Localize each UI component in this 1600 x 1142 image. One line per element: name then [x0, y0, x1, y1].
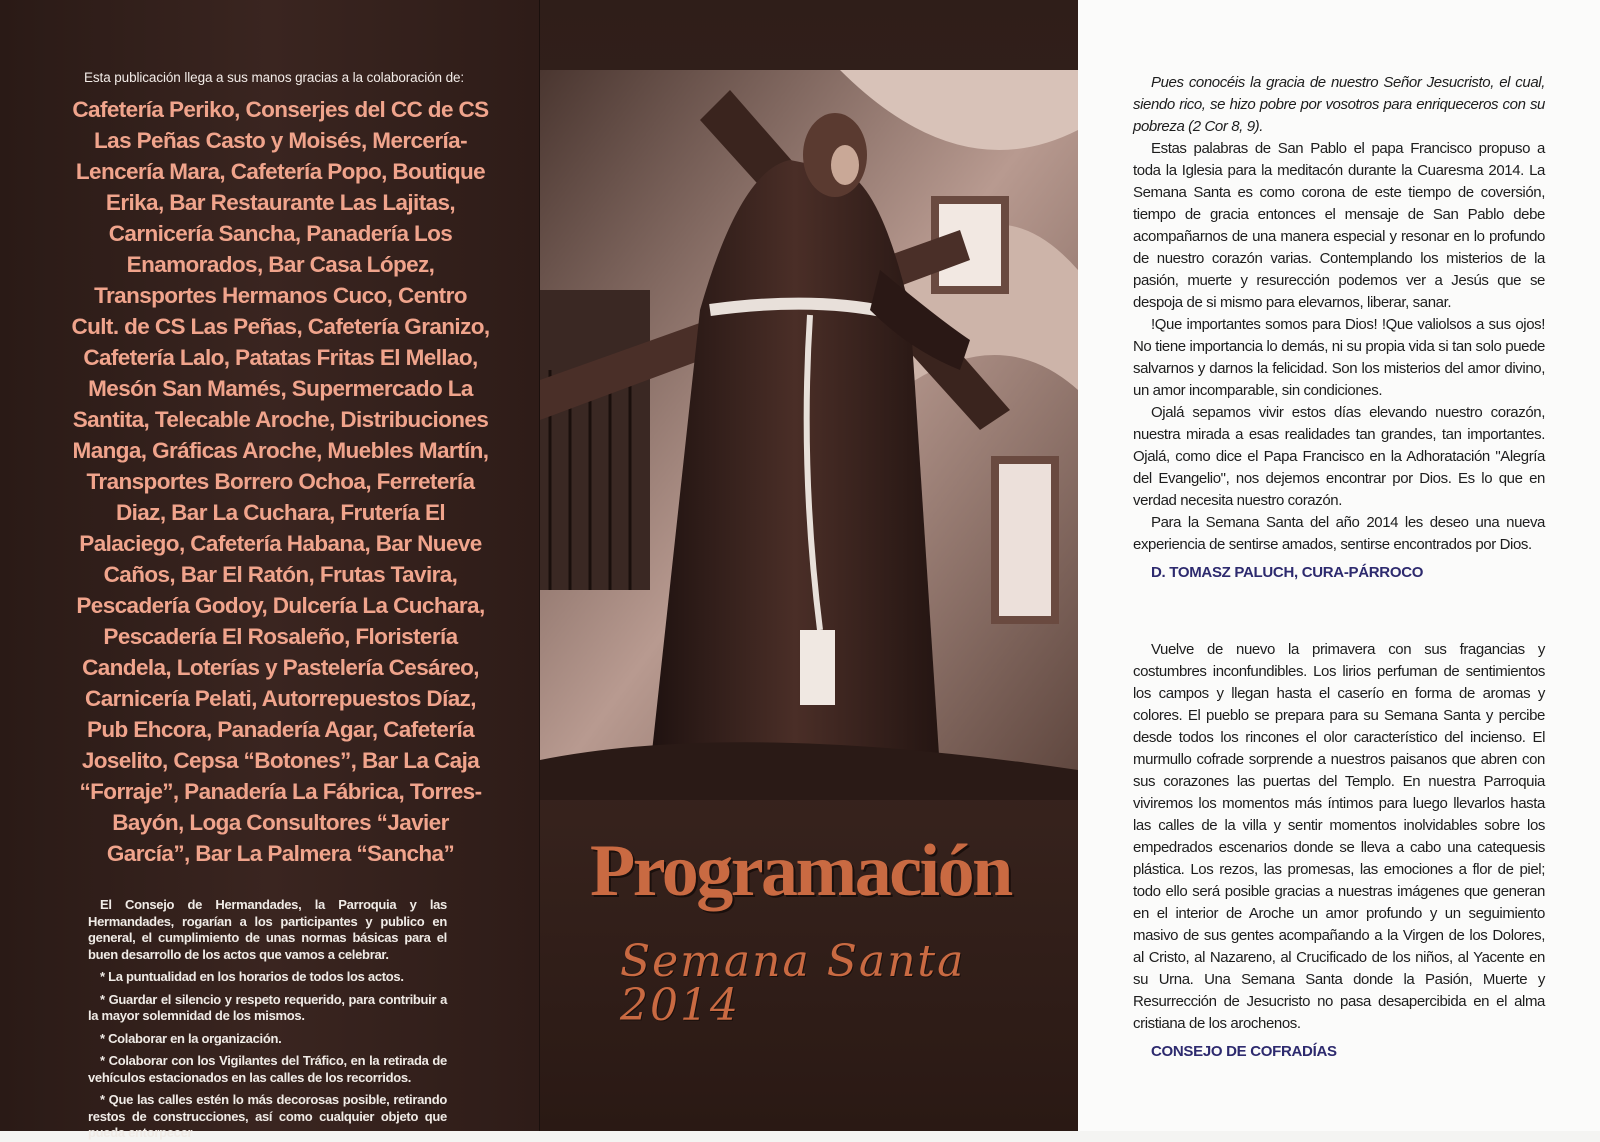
sponsors-intro: Esta publicación llega a sus manos gracias a la colaboración de:: [84, 70, 465, 85]
rules-block: [70, 897, 499, 1142]
nazareno-photo: [540, 70, 1078, 800]
cover-title-area: [540, 820, 1078, 1080]
rule-item: * La puntualidad en los horarios de todos los actos.: [100, 969, 404, 985]
cover-subtitle: Semana Santa 2014: [620, 936, 966, 1031]
rule-item: * Colaborar en la organización.: [100, 1030, 282, 1046]
signature-parroco: D. TOMASZ PALUCH, CURA-PÁRROCO: [1151, 564, 1424, 581]
second-block: [1133, 639, 1545, 1060]
rule-item: * Guardar el silencio y respeto requerido, para contribuir a la mayor solemnidad de los mismos.: [88, 991, 447, 1024]
cover-title: Programación: [590, 830, 1011, 912]
back-cover-panel: [0, 0, 540, 1141]
rule-item: * Colaborar con los Vigilantes del Tráfico, en la retirada de vehículos estacionados en las calles de los recorridos.: [88, 1053, 447, 1085]
paragraph: Para la Semana Santa del año 2014 les deseo una nueva experiencia de sentirse amados, sentirse encontrados por Dios.: [1133, 514, 1545, 553]
paragraph: !Que importantes somos para Dios! !Que valiolsos a sus ojos! No tiene importancia lo demás, ni su propia vida si tan solo puede salvarnos y darnos la felicidad. Son los misterios del amor divino, un amor incomparable, sin condiciones.: [1133, 316, 1545, 399]
signature-consejo: CONSEJO DE COFRADÍAS: [1151, 1043, 1337, 1060]
inside-panel: [1078, 0, 1600, 1131]
front-cover-panel: [540, 0, 1078, 1131]
paragraph: Ojalá sepamos vivir estos días elevando nuestro corazón, nuestra mirada a esas realidades tan grandes, tan importantes. Ojalá, como dice el Papa Francisco en la Adhoratación "Alegría del Evangelio", nos dejemos encontrar por Dios. Es lo que en verdad necesita nuestro corazón.: [1133, 404, 1545, 509]
nazareno-image: [540, 70, 1078, 800]
paragraph: Vuelve de nuevo la primavera con sus fragancias y costumbres inconfundibles. Los lirios perfuman de sentimientos los campos y llegan hasta el caserío en forma de aromas y colores. El pueblo se prepara para su Semana Santa y percibe desde todos los rincones el olor característico del incienso. El murmullo cofrade sorprende a nuestros paisanos que abren con sus corazones las puertas del Templo. En nuestra Parroquia viviremos los momentos más íntimos para luego llevarlos hasta las calles de la villa y sentir momentos inolvidables sobre los empedrados escenarios donde se lleva a cabo una catequesis plástica. Los rezos, las promesas, las emociones a flor de piel; todo ello será posible gracias a nuestras imágenes que generan en el interior de Aroche un amor profundo y un seguimiento masivo de sus gentes acompañando a la Virgen de los Dolores, al Cristo, al Nazareno, al Crucificado de los niños, al Yacente en su Urna. Una Semana Santa donde la Pasión, Muerte y Resurrección de Jesucristo no pasa desapercibida en el alma cristiana de los arochenos.: [1133, 641, 1545, 1032]
paragraph: Estas palabras de San Pablo el papa Francisco propuso a toda la Iglesia para la meditacón durante la Cuaresma 2014. La Semana Santa es como corona de este tiempo de coversión, tiempo de gracia entonces el mensaje de San Pablo debe acompañarnos de una manera especial y resonar en lo profundo de nuestro corazón varias. Contemplando los misterios de la pasión, muerte y resurección podemos ver a Jesús que se despoja de si mismo para elevarnos, liberar, sanar.: [1133, 140, 1545, 311]
sponsors-list: Cafetería Periko, Conserjes del CC de CS Las Peñas Casto y Moisés, Mercería-Lencería Mara, Cafetería Popo, Boutique Erika, Bar Restaurante Las Lajitas, Carnicería Sancha, Panadería Los Enamorados, Bar Casa López, Transportes Hermanos Cuco, Centro Cult. de CS Las Peñas, Cafetería Granizo, Cafetería Lalo, Patatas Fritas El Mellao, Mesón San Mamés, Supermercado La Santita, Telecable Aroche, Distribuciones Manga, Gráficas Aroche, Muebles Martín, Transportes Borrero Ochoa, Ferretería Diaz, Bar La Cuchara, Frutería El Palaciego, Cafetería Habana, Bar Nueve Caños, Bar El Ratón, Frutas Tavira, Pescadería Godoy, Dulcería La Cuchara, Pescadería El Rosaleño, Floristería Candela, Loterías y Pastelería Cesáreo, Carnicería Pelati, Autorrepuestos Díaz, Pub Ehcora, Panadería Agar, Cafetería Joselito, Cepsa “Botones”, Bar La Caja “Forraje”, Panadería La Fábrica, Torres-Bayón, Loga Consultores “Javier García”, Bar La Palmera “Sancha”: [71, 97, 490, 867]
bible-quote: Pues conocéis la gracia de nuestro Señor Jesucristo, el cual, siendo rico, se hizo pobre por vosotros para enriqueceros con su pobreza (2 Cor 8, 9).: [1133, 74, 1545, 135]
rule-item: * Que las calles estén lo más decorosas posible, retirando restos de construcciones, así como cualquier objeto que pueda entorpecer: [88, 1092, 447, 1141]
rules-intro: El Consejo de Hermandades, la Parroquia y las Hermandades, rogarían a los participantes y publico en general, el cumplimiento de unas normas básicas para el buen desarrollo de los actos que vamos a celebrar.: [88, 897, 447, 962]
